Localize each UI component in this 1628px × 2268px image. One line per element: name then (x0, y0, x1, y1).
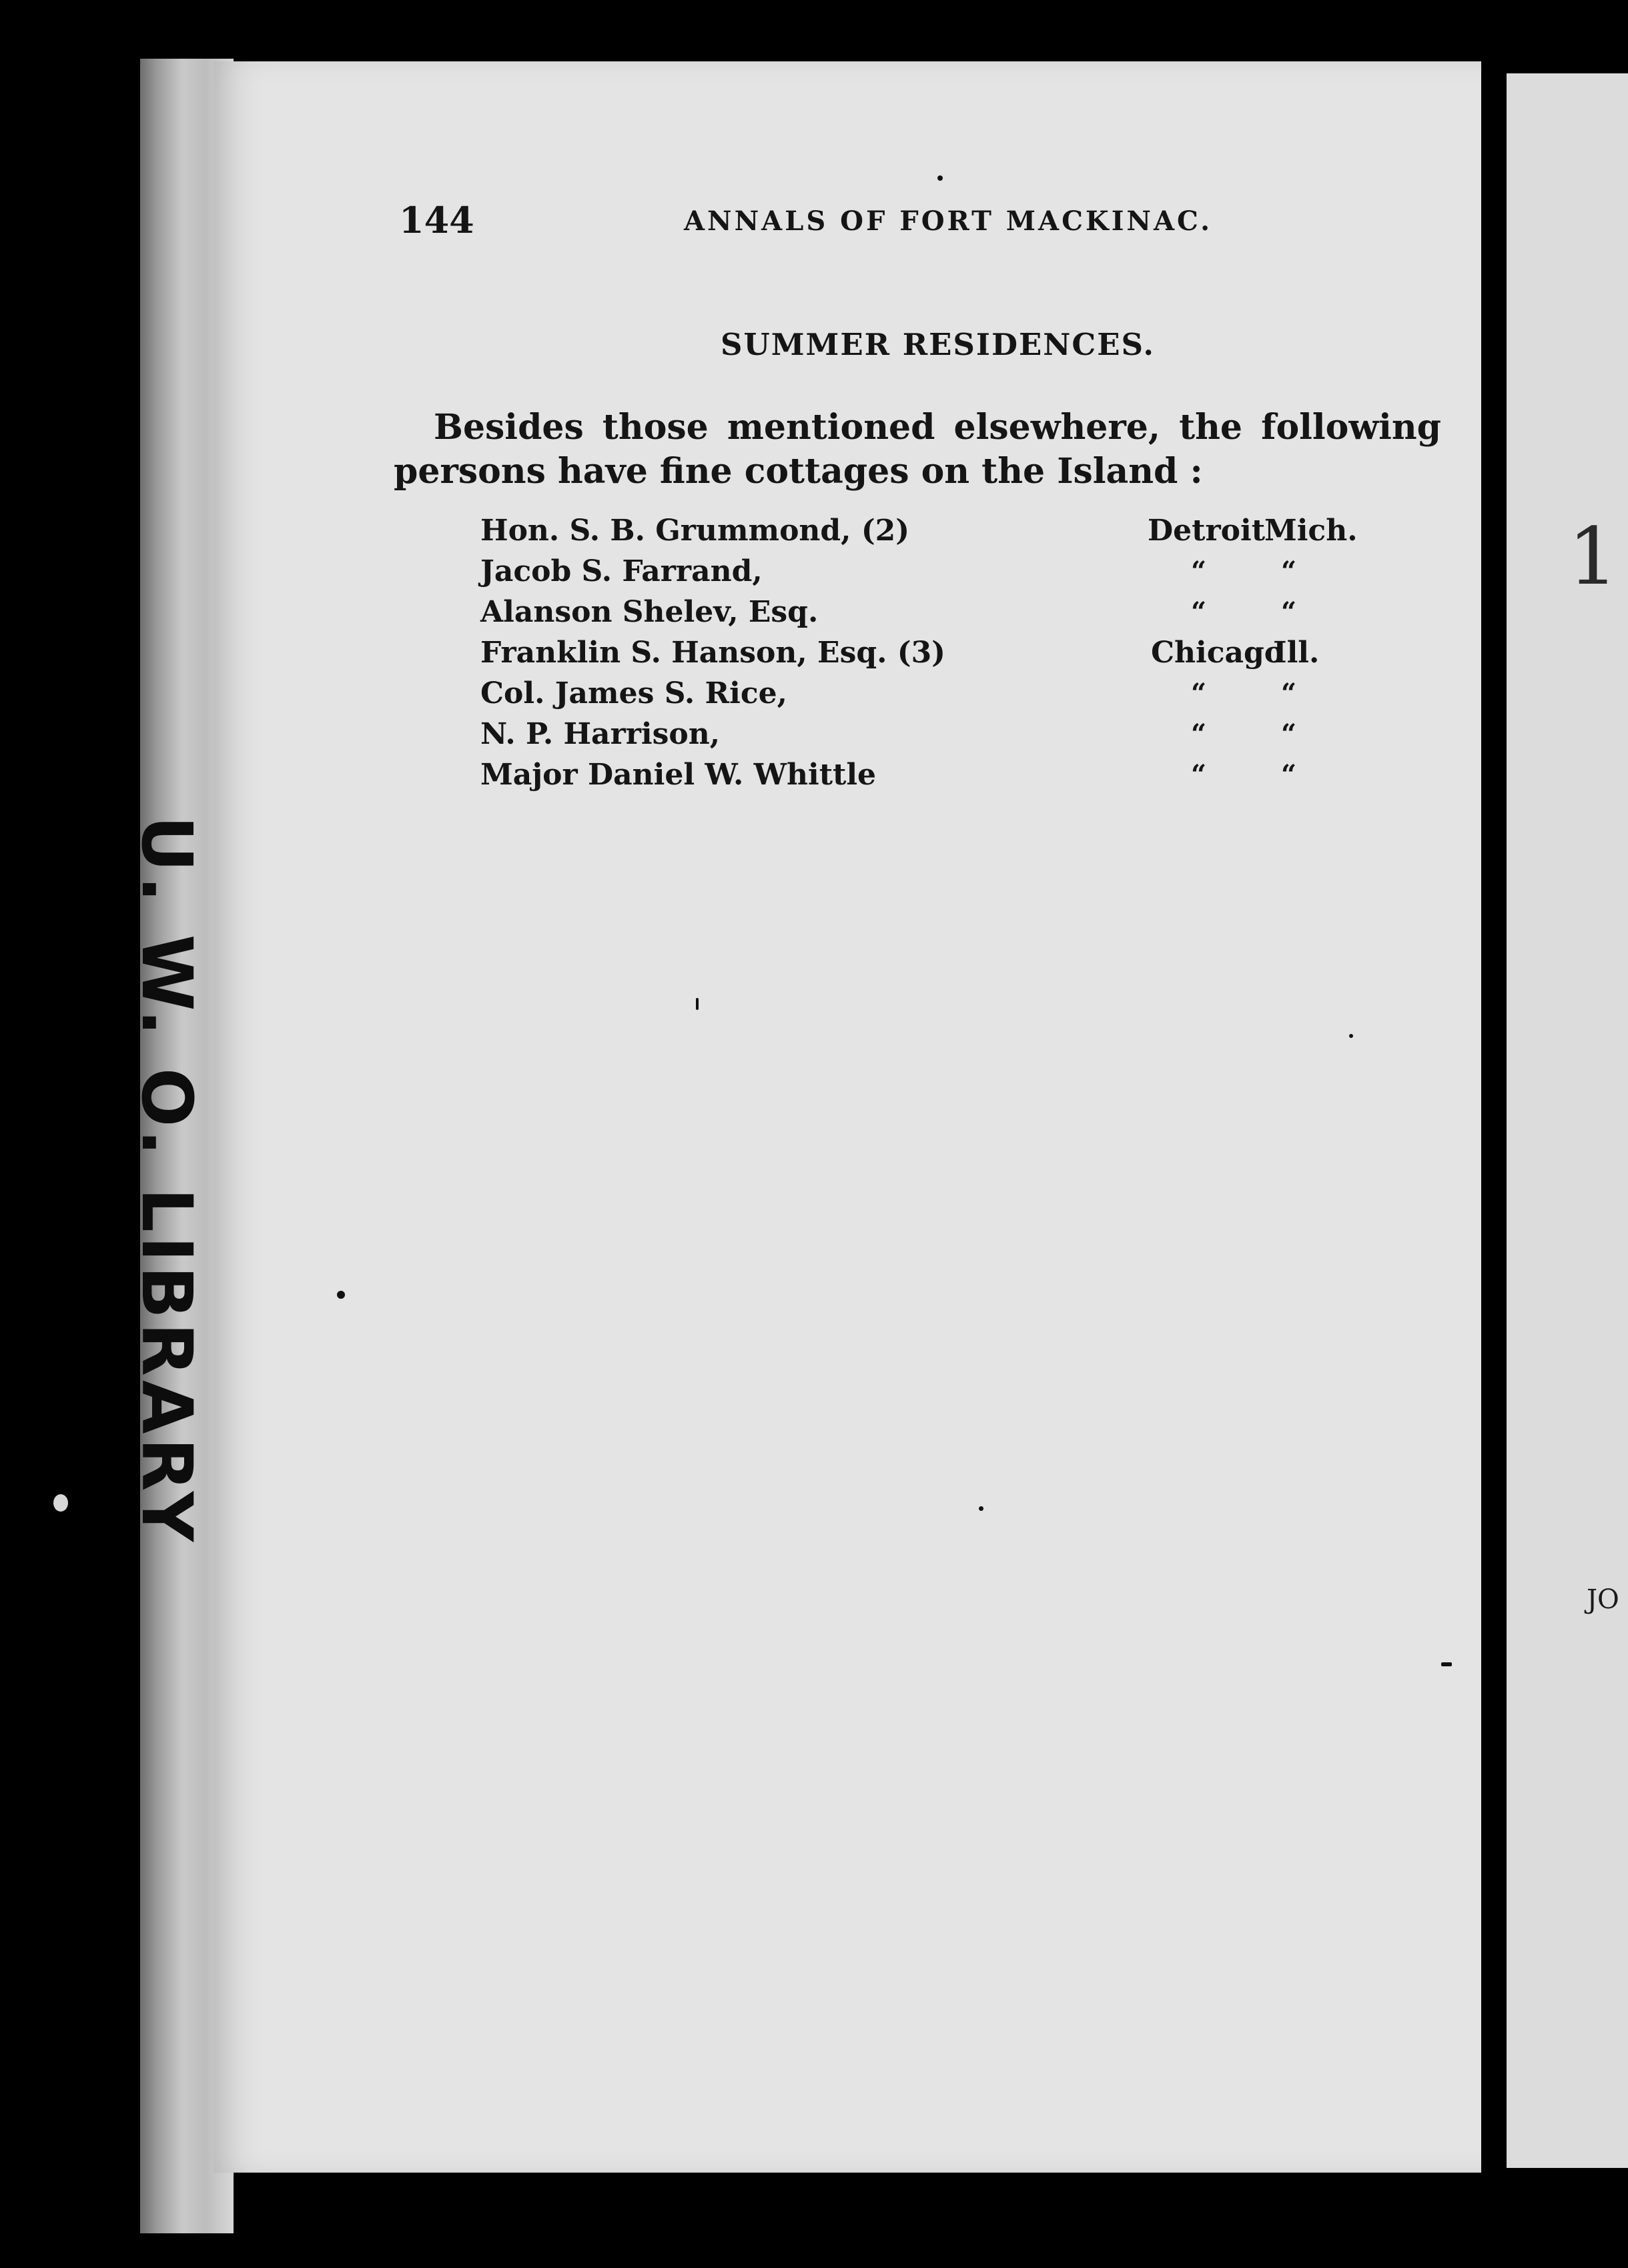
library-stamp (120, 807, 214, 1554)
ditto-mark-city: “ (1191, 556, 1207, 587)
residence-row (480, 758, 1361, 798)
ditto-mark-city: “ (1191, 759, 1207, 790)
scan-speck (53, 1494, 68, 1512)
ditto-mark-state: “ (1281, 718, 1297, 750)
scan-speck (1441, 1662, 1452, 1666)
residence-row (480, 636, 1361, 676)
residence-list (480, 514, 1361, 798)
book-title: ANNALS OF FORT MACKINAC. (684, 205, 1213, 237)
book-page (214, 61, 1481, 2173)
facing-page-fragment: JO (1587, 1584, 1619, 1615)
running-head (0, 199, 1628, 245)
ditto-mark-state: “ (1281, 678, 1297, 709)
residence-row (480, 717, 1361, 758)
residence-row (480, 554, 1361, 595)
resident-name: Hon. S. B. Grummond, (2) (480, 514, 910, 548)
residence-row (480, 514, 1361, 554)
resident-name: Major Daniel W. Whittle (480, 758, 877, 792)
residence-row (480, 595, 1361, 636)
facing-page-numeral: 1 (1568, 510, 1619, 602)
resident-name: Alanson Shelev, Esq. (480, 595, 819, 629)
intro-paragraph: Besides those mentioned elsewhere, the following persons have fine cottages on the Island : (394, 407, 1441, 492)
ditto-mark-city: “ (1191, 718, 1207, 750)
scan-speck (337, 1291, 345, 1299)
ditto-mark-city: “ (1191, 678, 1207, 709)
scan-speck (696, 998, 699, 1010)
ditto-mark-state: “ (1281, 556, 1297, 587)
residence-city: Chicago (1151, 636, 1284, 670)
residence-state: Mich. (1264, 514, 1358, 548)
resident-name: Franklin S. Hanson, Esq. (3) (480, 636, 945, 670)
residence-city: Detroit (1148, 514, 1266, 548)
resident-name: Jacob S. Farrand, (480, 554, 763, 588)
scan-speck (1349, 1034, 1353, 1038)
resident-name: Col. James S. Rice, (480, 676, 787, 710)
scan-speck (937, 175, 943, 181)
ditto-mark-state: “ (1281, 596, 1297, 628)
ditto-mark-state: “ (1281, 759, 1297, 790)
resident-name: N. P. Harrison, (480, 717, 721, 751)
residence-row (480, 676, 1361, 717)
library-stamp-text: U. W. O. LIBRARY (126, 815, 208, 1546)
ditto-mark-city: “ (1191, 596, 1207, 628)
page-number: 144 (399, 199, 474, 241)
scan-speck (979, 1506, 983, 1511)
section-heading: SUMMER RESIDENCES. (721, 327, 1156, 362)
facing-page-edge (1507, 73, 1628, 2168)
residence-state: Ill. (1273, 636, 1320, 670)
